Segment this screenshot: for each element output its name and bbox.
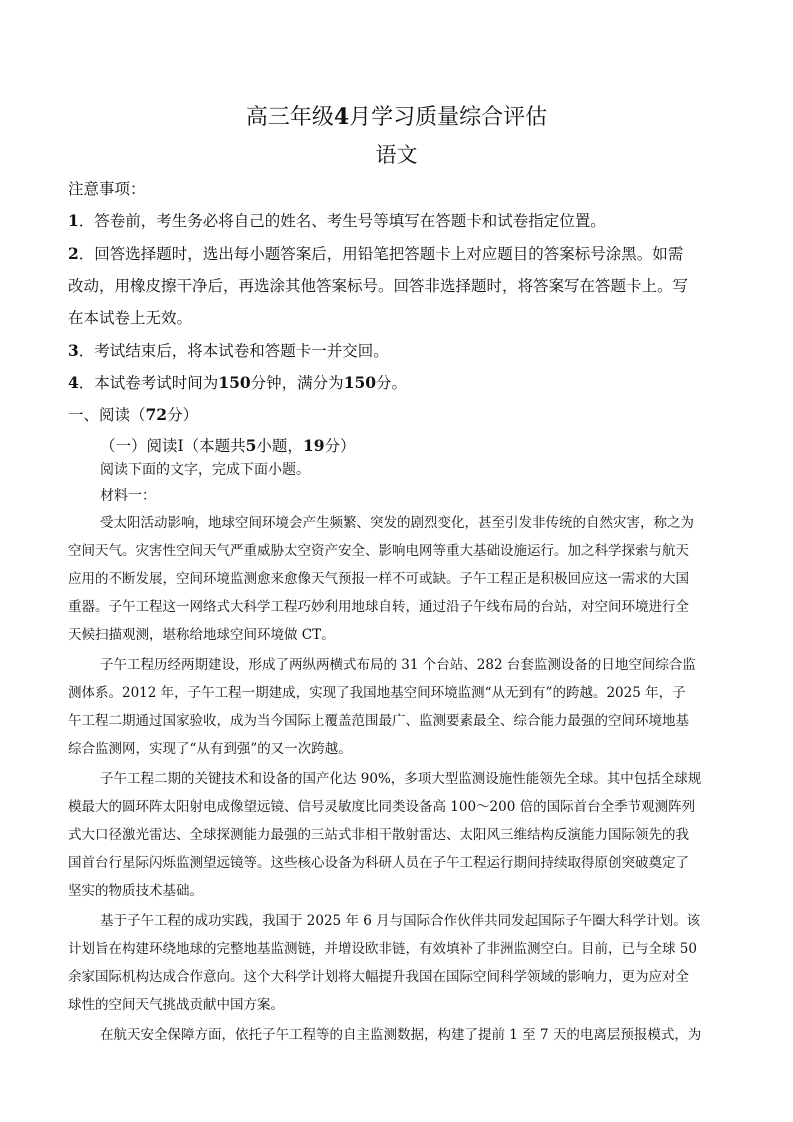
title-text-post: 月学习质量综合评估 bbox=[349, 105, 548, 130]
subsection-reading-1 bbox=[100, 435, 720, 457]
passage-line: 模最大的圆环阵太阳射电成像望远镜、信号灵敏度比同类设备高 100～200 倍的国际首台全季节观测阵列 bbox=[68, 799, 696, 815]
passage-line: 天候扫描观测，堪称给地球空间环境做 CT。 bbox=[68, 627, 335, 643]
notice-item-4-text-mid: 分钟，满分为 bbox=[250, 374, 344, 392]
reading-instruction: 阅读下面的文字，完成下面小题。 bbox=[100, 462, 310, 478]
passage-line: 计划旨在构建环绕地球的完整地基监测链，并增设欧非链，有效填补了非洲监测空白。目前，已与全球 50 bbox=[68, 941, 697, 957]
notice-item-2-line-3: 在本试卷上无效。 bbox=[68, 309, 193, 327]
material-label: 材料一： bbox=[100, 488, 156, 504]
subsection-score: 19 bbox=[302, 436, 325, 455]
notice-item-3-text: ．考试结束后，将本试卷和答题卡一并交回。 bbox=[78, 342, 389, 360]
notice-heading: 注意事项： bbox=[68, 180, 146, 198]
title-month-number: 4 bbox=[333, 104, 350, 130]
section-reading-score: 72 bbox=[145, 405, 168, 424]
section-reading-post: 分） bbox=[167, 406, 199, 424]
passage-line: 球性的空间天气挑战贡献中国方案。 bbox=[68, 997, 284, 1013]
notice-item-3-number: 3 bbox=[68, 341, 79, 360]
subject-title: 语文 bbox=[375, 143, 418, 167]
exam-total-score: 150 bbox=[343, 373, 377, 392]
title-text-pre: 高三年级 bbox=[245, 105, 334, 130]
page-title bbox=[0, 104, 793, 131]
passage-line: 空间天气。灾害性空间天气严重威胁太空资产安全、影响电网等重大基础设施运行。加之科学探索与航天 bbox=[68, 543, 689, 559]
passage-line: 式大口径激光雷达、全球探测能力最强的三站式非相干散射雷达、太阳风三维结构反演能力国际领先的我 bbox=[68, 827, 689, 843]
notice-item-2-line-1 bbox=[68, 243, 728, 265]
passage-line: 基于子午工程的成功实践，我国于 2025 年 6 月与国际合作伙伴共同发起国际子午圈大科学计划。该 bbox=[100, 913, 701, 929]
notice-item-4-text-post: 分。 bbox=[376, 374, 408, 392]
passage-line: 综合监测网，实现了“从有到强”的又一次跨越。 bbox=[68, 741, 352, 757]
passage-line: 在航天安全保障方面，依托子午工程等的自主监测数据，构建了提前 1 至 7 天的电离层预报模式，为 bbox=[100, 1027, 702, 1043]
subsection-reading-1-pre: （一）阅读Ⅰ（本题共 bbox=[100, 437, 246, 455]
subsection-question-count: 5 bbox=[245, 436, 257, 455]
passage-line: 国首台行星际闪烁监测望远镜等。这些核心设备为科研人员在子午工程运行期间持续取得原创突破奠定了 bbox=[68, 855, 689, 871]
passage-line: 子午工程历经两期建设，形成了两纵两横式布局的 31 个台站、282 台套监测设备的日地空间综合监 bbox=[100, 657, 696, 673]
subsection-reading-1-post: 分） bbox=[324, 437, 356, 455]
passage-line: 测体系。2012 年，子午工程一期建成，实现了我国地基空间环境监测“从无到有”的跨越。2025 年，子 bbox=[68, 685, 686, 701]
notice-item-4 bbox=[68, 372, 728, 394]
passage-line: 子午工程二期的关键技术和设备的国产化达 90%，多项大型监测设施性能领先全球。其中包括全球规 bbox=[100, 771, 702, 787]
passage-line: 余家国际机构达成合作意向。这个大科学计划将大幅提升我国在国际空间科学领域的影响力，更为应对全 bbox=[68, 969, 689, 985]
notice-item-1-number: 1 bbox=[68, 211, 79, 230]
notice-item-3 bbox=[68, 340, 728, 362]
passage-line: 午工程二期通过国家验收，成为当今国际上覆盖范围最广、监测要素最全、综合能力最强的空间环境地基 bbox=[68, 713, 689, 729]
section-reading-pre: 一、阅读（ bbox=[68, 406, 146, 424]
passage-line: 重器。子午工程这一网络式大科学工程巧妙利用地球自转，通过沿子午线布局的台站，对空间环境进行全 bbox=[68, 599, 689, 615]
passage-line: 受太阳活动影响，地球空间环境会产生频繁、突发的剧烈变化，甚至引发非传统的自然灾害，称之为 bbox=[100, 515, 694, 531]
notice-item-1-text: ．答卷前，考生务必将自己的姓名、考生号等填写在答题卡和试卷指定位置。 bbox=[78, 212, 606, 230]
notice-item-2-line-2: 改动，用橡皮擦干净后，再选涂其他答案标号。回答非选择题时，将答案写在答题卡上。写 bbox=[68, 277, 689, 295]
section-reading bbox=[68, 404, 728, 426]
passage-line: 应用的不断发展，空间环境监测愈来愈像天气预报一样不可或缺。子午工程正是积极回应这一需求的大国 bbox=[68, 571, 689, 587]
notice-item-2-text: ．回答选择题时，选出每小题答案后，用铅笔把答题卡上对应题目的答案标号涂黑。如需 bbox=[78, 245, 684, 263]
notice-item-2-number: 2 bbox=[68, 244, 79, 263]
subsection-reading-1-mid: 小题， bbox=[256, 437, 303, 455]
notice-item-1 bbox=[68, 210, 728, 232]
passage-line: 坚实的物质技术基础。 bbox=[68, 883, 203, 899]
notice-item-4-number: 4 bbox=[68, 373, 79, 392]
notice-item-4-text-pre: ．本试卷考试时间为 bbox=[78, 374, 219, 392]
exam-duration: 150 bbox=[218, 373, 251, 392]
